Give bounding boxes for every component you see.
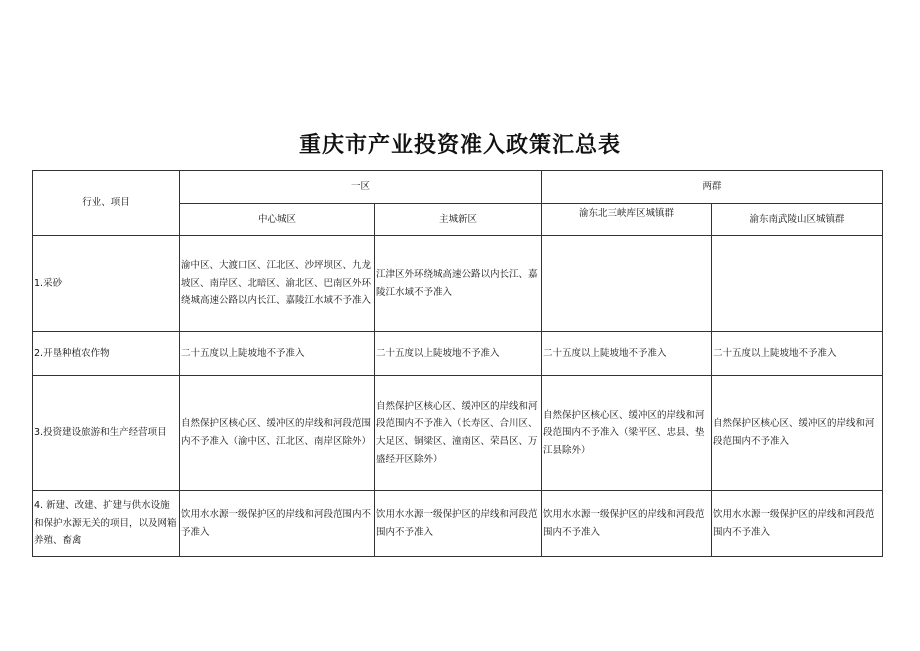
industry-cell: 4. 新建、改建、扩建与供水设施和保护水源无关的项目，以及网箱养殖、畜禽 [33, 491, 180, 557]
header-row-groups [33, 171, 883, 204]
policy-cell: 二十五度以上陡坡地不予准入 [712, 332, 883, 376]
region-header-central: 中心城区 [180, 204, 375, 236]
policy-cell: 自然保护区核心区、缓冲区的岸线和河段范围内不予准入（长寿区、合川区、大足区、铜梁区、潼南区、荣昌区、万盛经开区除外） [375, 376, 542, 491]
group-header-liangqun: 两群 [542, 171, 883, 204]
policy-cell: 饮用水水源一级保护区的岸线和河段范围内不予准入 [712, 491, 883, 557]
policy-cell: 自然保护区核心区、缓冲区的岸线和河段范围内不予准入（渝中区、江北区、南岸区除外） [180, 376, 375, 491]
policy-cell: 江津区外环绕城高速公路以内长江、嘉陵江水域不予准入 [375, 236, 542, 332]
table-row [33, 376, 883, 491]
policy-cell [542, 236, 712, 332]
policy-cell: 饮用水水源一级保护区的岸线和河段范围内不予准入 [375, 491, 542, 557]
region-header-new-city: 主城新区 [375, 204, 542, 236]
policy-cell: 自然保护区核心区、缓冲区的岸线和河段范围内不予准入（梁平区、忠县、垫江县除外） [542, 376, 712, 491]
policy-table [32, 170, 883, 557]
table-row [33, 236, 883, 332]
industry-cell: 3.投资建设旅游和生产经营项目 [33, 376, 180, 491]
corner-header: 行业、项目 [33, 171, 180, 236]
policy-cell: 二十五度以上陡坡地不予准入 [180, 332, 375, 376]
policy-cell: 渝中区、大渡口区、江北区、沙坪坝区、九龙坡区、南岸区、北暗区、渝北区、巴南区外环绕城高速公路以内长江、嘉陵江水域不予准入 [180, 236, 375, 332]
table-row [33, 332, 883, 376]
group-header-yiqu: 一区 [180, 171, 542, 204]
policy-cell: 饮用水水源一级保护区的岸线和河段范围内不予准入 [180, 491, 375, 557]
policy-cell [712, 236, 883, 332]
table-row [33, 491, 883, 557]
region-header-southeast: 渝东南武陵山区城镇群 [712, 204, 883, 236]
document-title: 重庆市产业投资准入政策汇总表 [298, 133, 621, 158]
policy-cell: 自然保护区核心区、缓冲区的岸线和河段范围内不予准入 [712, 376, 883, 491]
industry-cell: 2.开垦种植农作物 [33, 332, 180, 376]
region-header-northeast: 渝东北三峡库区城镇群 [542, 204, 712, 236]
policy-cell: 二十五度以上陡坡地不予准入 [375, 332, 542, 376]
industry-cell: 1.采砂 [33, 236, 180, 332]
policy-cell: 二十五度以上陡坡地不予准入 [542, 332, 712, 376]
policy-cell: 饮用水水源一级保护区的岸线和河段范围内不予准入 [542, 491, 712, 557]
